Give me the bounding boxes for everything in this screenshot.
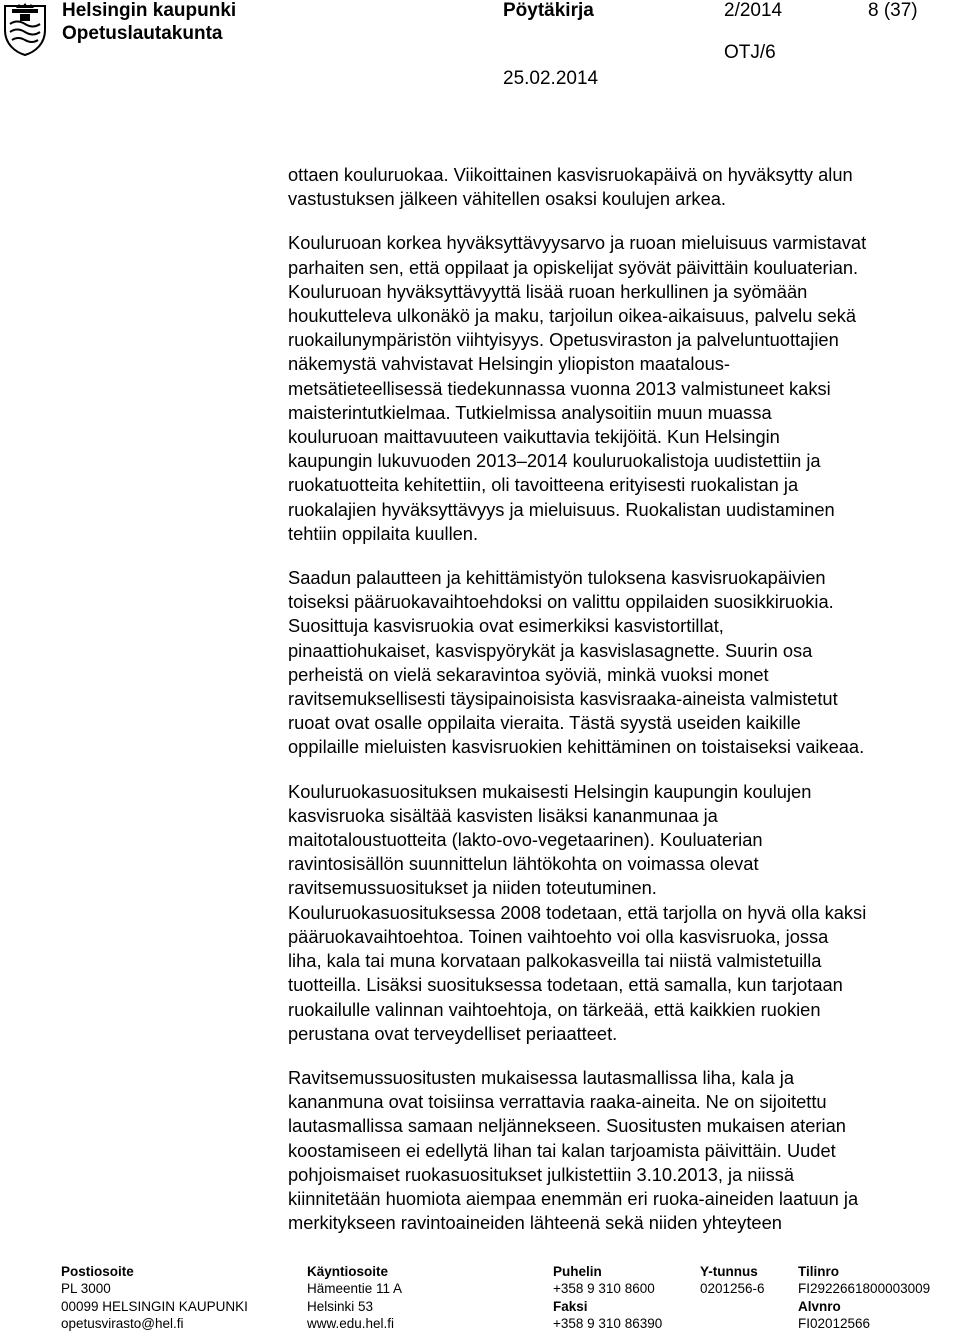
- footer-heading: Postiosoite: [61, 1264, 134, 1279]
- footer-account: [798, 1263, 930, 1332]
- footer-line: +358 9 310 86390: [553, 1315, 663, 1331]
- footer-line: Helsinki 53: [307, 1298, 374, 1314]
- footer-line: +358 9 310 8600: [553, 1281, 655, 1297]
- footer-heading: Faksi: [553, 1298, 588, 1314]
- document-body: [288, 163, 948, 1255]
- helsinki-crest-logo: [2, 2, 48, 56]
- footer-heading: Tilinro: [798, 1264, 840, 1279]
- footer-line: 00099 HELSINGIN KAUPUNKI: [61, 1298, 248, 1314]
- paragraph: Kouluruoan korkea hyväksyttävyysarvo ja ruoan mieluisuus varmistavat parhaiten sen, että oppilaat ja opiskelijat syövät päivittäin kouluaterian. Kouluruoan hyväksyttävyyttä lisää ruoan herkullinen ja syömään houkutteleva ulkonäkö ja maku, tarjoilun oikea-aikaisuus, palvelu sekä ruokailunympäristön viihtyisyys. Opetusviraston ja palveluntuottajien näkemystä vahvistavat Helsingin yliopiston maatalous- metsätieteellisessä tiedekunnassa vuonna 2013 valmistuneet kaksi maisterintutkielmaa. Tutkielmissa analysoitiin muun muassa kouluruoan maittavuuteen vaikuttavia tekijöitä. Kun Helsingin kaupungin lukuvuoden 2013–2014 kouluruokalistoja uudistettiin ja ruokatuotteita kehitettiin, oli tavoitteena erityisesti ruokalistan ja ruokalajien hyväksyttävyys ja mieluisuus. Ruokalistan uudistaminen tehtiin oppilaita kuullen.: [288, 232, 867, 544]
- footer-line: Hämeentie 11 A: [307, 1281, 403, 1297]
- footer-heading: Käyntiosoite: [307, 1264, 389, 1279]
- committee-name: Opetuslautakunta: [62, 23, 223, 44]
- footer-website: www.edu.hel.fi: [307, 1315, 395, 1331]
- doc-type: Pöytäkirja: [503, 0, 594, 21]
- meeting-date: 25.02.2014: [503, 68, 599, 89]
- footer-heading: Alvnro: [798, 1298, 841, 1314]
- footer-heading: Puhelin: [553, 1264, 602, 1279]
- footer-postal: [61, 1263, 248, 1332]
- footer-line: FI2922661800003009: [798, 1281, 931, 1297]
- paragraph: ottaen kouluruokaa. Viikoittainen kasvisruokapäivä on hyväksytty alun vastustuksen jälkeen vähitellen osaksi koulujen arkea.: [288, 164, 853, 210]
- footer-line: 0201256-6: [700, 1281, 765, 1297]
- paragraph: Ravitsemussuositusten mukaisessa lautasmallissa liha, kala ja kananmuna ovat toisiinsa verrattavia raaka-aineita. Ne on sijoitettu lautasmallissa samaan neljännekseen. Suositusten mukaisen aterian koostamiseen ei edellytä lihan tai kalan tarjoamista päivittäin. Uudet pohjoismaiset ruokasuositukset julkistettiin 3.10.2013, ja niissä kiinnitetään huomiota aiempaa enemmän eri ruoka-aineiden laatuun ja merkitykseen ravintoaineiden lähteenä sekä niiden yhteyteen: [288, 1066, 859, 1234]
- footer-phone: [553, 1263, 662, 1332]
- agenda-item: OTJ/6: [724, 42, 776, 63]
- footer-business-id: [700, 1263, 765, 1298]
- footer-visit: [307, 1263, 402, 1332]
- paragraph: Kouluruokasuosituksen mukaisesti Helsingin kaupungin koulujen kasvisruoka sisältää kasvisten lisäksi kananmunaa ja maitotaloustuotteita (lakto-ovo-vegetaarinen). Kouluaterian ravintosisällön suunnittelun lähtökohta on voimassa olevat ravitsemussuositukset ja niiden toteutuminen. Kouluruokasuosituksessa 2008 todetaan, että tarjolla on hyvä olla kaksi pääruokavaihtoehtoa. Toinen vaihtoehto voi olla kasvisruoka, jossa liha, kala tai muna korvataan palkokasveilla tai niistä valmistetuilla tuotteilla. Lisäksi suosituksessa todetaan, että samalla, kun tarjotaan ruokailulle valinnan vaihtoehtoja, on tärkeää, että kaikkien ruokien perustana ovat terveydelliset periaatteet.: [288, 780, 867, 1044]
- page-footer: [0, 1263, 960, 1332]
- footer-line: FI02012566: [798, 1315, 871, 1331]
- paragraph: Saadun palautteen ja kehittämistyön tuloksena kasvisruokapäivien toiseksi pääruokavaihtoehdoksi on valittu oppilaiden suosikkiruokia. Suosittuja kasvisruokia ovat esimerkiksi kasvistortillat, pinaattiohukaiset, kasvispyörykät ja kasvislasagnette. Suurin osa perheistä on vielä sekaravintoa syöviä, minkä vuoksi monet ravitsemuksellisesti täysipainoisista kasvisraaka-aineista valmistetut ruoat ovat osalle oppilaita vieraita. Tästä syystä useiden kaikille oppilaille mieluisten kasvisruokien kehittäminen on toistaiseksi vaikeaa.: [288, 567, 865, 758]
- org-name: Helsingin kaupunki: [62, 0, 237, 21]
- footer-heading: Y-tunnus: [700, 1264, 758, 1279]
- footer-email: opetusvirasto@hel.fi: [61, 1315, 184, 1331]
- doc-number: 2/2014: [724, 0, 783, 21]
- footer-line: PL 3000: [61, 1281, 111, 1297]
- page-number: 8 (37): [868, 0, 918, 21]
